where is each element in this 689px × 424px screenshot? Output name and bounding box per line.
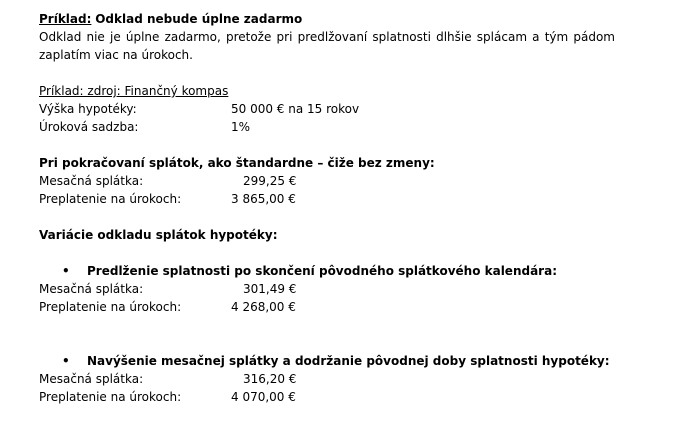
variant-1-title: Predlženie splatnosti po skončení pôvodného splátkového kalendára: <box>87 264 557 278</box>
intro-heading <box>39 10 302 28</box>
variants-heading: Variácie odkladu splátok hypotéky: <box>39 228 278 242</box>
interest-rate-value: 1% <box>231 120 251 134</box>
intro-paragraph-line-1: Odklad nie je úplne zadarmo, pretože pri predlžovaní splatnosti dlhšie splácam a tým pádom <box>39 30 615 44</box>
intro-label: Príklad: <box>39 12 92 26</box>
bullet-icon: • <box>62 354 70 368</box>
standard-monthly-label: Mesačná splátka: <box>39 174 144 188</box>
variant-2-overpay-value: 4 070,00 € <box>231 390 296 404</box>
variant-1-overpay-label: Preplatenie na úrokoch: <box>39 300 182 314</box>
mortgage-amount-value: 50 000 € na 15 rokov <box>231 102 360 116</box>
example-source: Príklad: zdroj: Finančný kompas <box>39 84 229 98</box>
variant-2-monthly-label: Mesačná splátka: <box>39 372 144 386</box>
standard-overpay-value: 3 865,00 € <box>231 192 296 206</box>
variant-2-overpay-label: Preplatenie na úrokoch: <box>39 390 182 404</box>
variant-1-monthly-value: 301,49 € <box>243 282 297 296</box>
intro-title: Odklad nebude úplne zadarmo <box>95 12 303 26</box>
interest-rate-label: Úroková sadzba: <box>39 120 139 134</box>
variant-2-title: Navýšenie mesačnej splátky a dodržanie pôvodnej doby splatnosti hypotéky: <box>87 354 610 368</box>
mortgage-amount-label: Výška hypotéky: <box>39 102 137 116</box>
standard-heading: Pri pokračovaní splátok, ako štandardne – čiže bez zmeny: <box>39 156 435 170</box>
variant-1-monthly-label: Mesačná splátka: <box>39 282 144 296</box>
standard-overpay-label: Preplatenie na úrokoch: <box>39 192 182 206</box>
bullet-icon: • <box>62 264 70 278</box>
standard-monthly-value: 299,25 € <box>243 174 297 188</box>
variant-1-overpay-value: 4 268,00 € <box>231 300 296 314</box>
intro-paragraph-line-2: zaplatím viac na úrokoch. <box>39 48 193 62</box>
variant-2-monthly-value: 316,20 € <box>243 372 297 386</box>
